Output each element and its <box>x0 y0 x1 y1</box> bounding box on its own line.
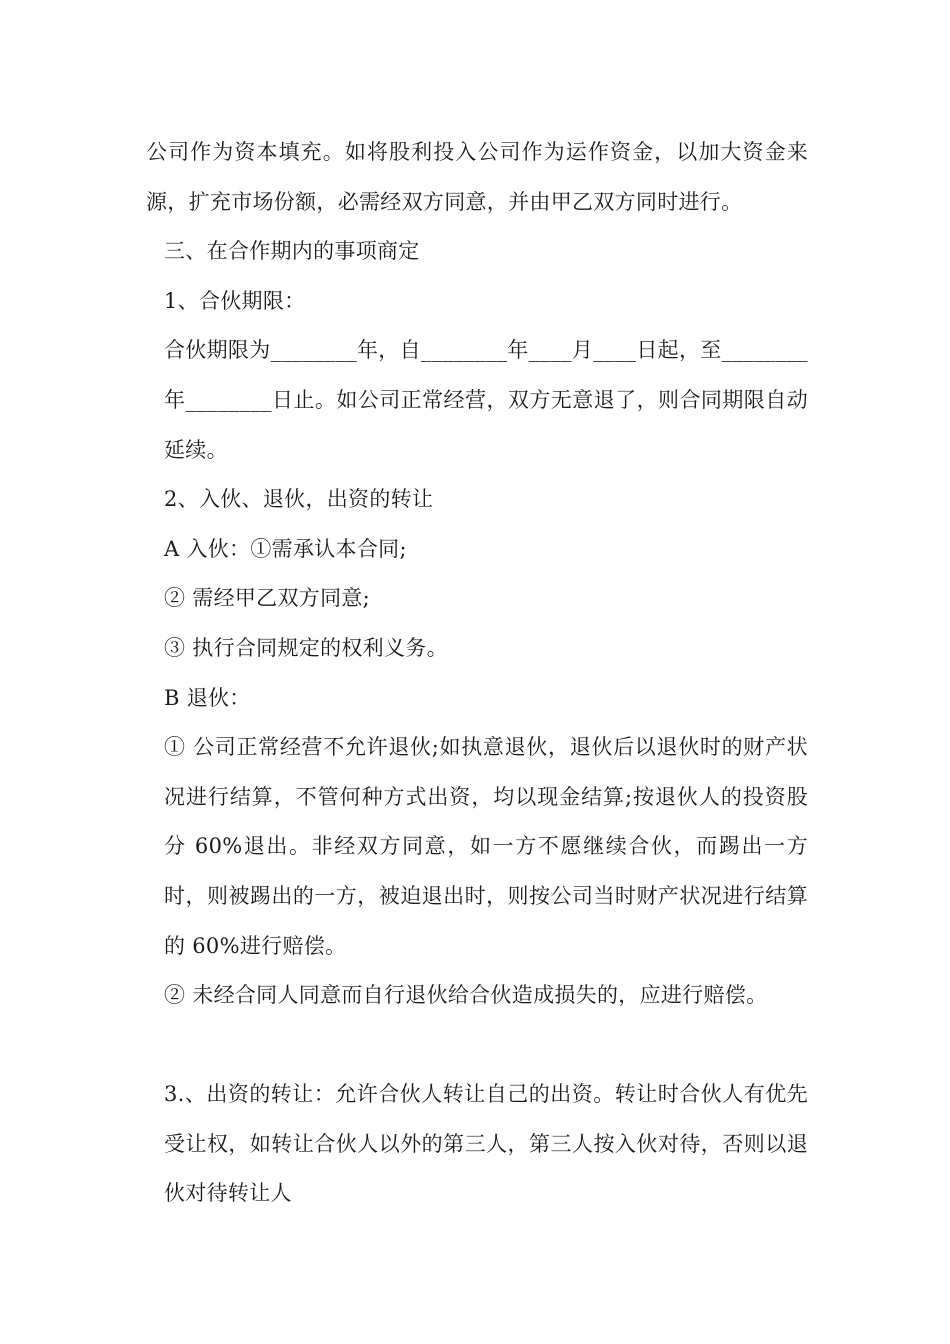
paragraph-capital-transfer: 3.、出资的转让：允许合伙人转让自己的出资。转让时合伙人有优先受让权，如转让合伙人以外的第三人，第三人按入伙对待，否则以退伙对待转让人 <box>164 1082 808 1206</box>
item-partnership-term: 1、合伙期限： <box>164 288 306 313</box>
paragraph-capital-filling: 公司作为资本填充。如将股利投入公司作为运作资金，以加大资金来源，扩充市场份额，必需经双方同意，并由甲乙双方同时进行。 <box>146 140 808 214</box>
item-join-a-3: ③ 执行合同规定的权利义务。 <box>164 635 448 660</box>
item-join-a-2: ② 需经甲乙双方同意; <box>164 586 371 611</box>
item-join-withdraw-transfer: 2、入伙、退伙，出资的转让 <box>164 487 434 512</box>
paragraph-withdraw-b-2: ② 未经合同人同意而自行退伙给合伙造成损失的，应进行赔偿。 <box>164 983 768 1008</box>
section-heading-matters: 三、在合作期内的事项商定 <box>164 239 420 264</box>
paragraph-term-details: 合伙期限为________年，自________年____月____日起，至________年________日止。如公司正常经营，双方无意退了，则合同期限自动延续。 <box>164 338 808 462</box>
blank-line <box>146 1021 808 1071</box>
paragraph-withdraw-b-1: ① 公司正常经营不允许退伙;如执意退伙，退伙后以退伙时的财产状况进行结算，不管何种方式出资，均以现金结算;按退伙人的投资股分 60%退出。非经双方同意，如一方不愿继续合伙，而踢出一方时，则被踢出的一方，被迫退出时，则按公司当时财产状况进行结算的 60%进行赔偿。 <box>164 735 808 958</box>
document-body <box>146 128 808 1219</box>
item-join-a: A 入伙：①需承认本合同; <box>164 536 407 561</box>
item-withdraw-b: B 退伙： <box>164 685 251 710</box>
